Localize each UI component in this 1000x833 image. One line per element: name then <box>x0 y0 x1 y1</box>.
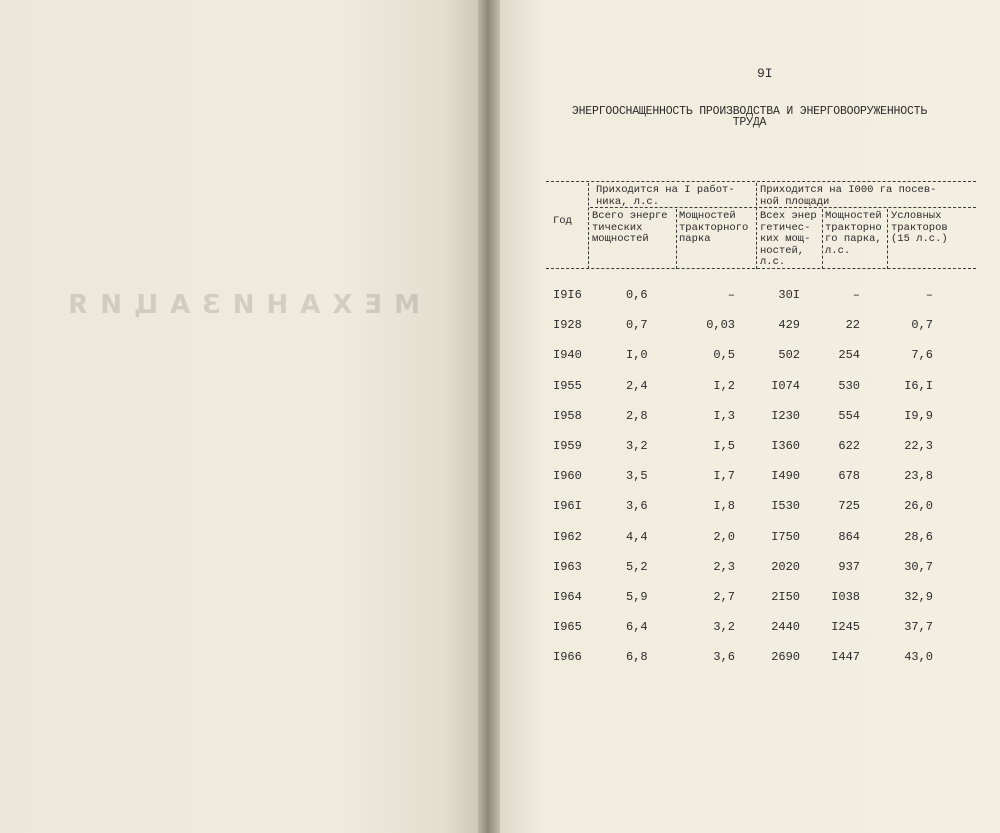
row-worker-total: 6,8 <box>626 650 648 665</box>
table-row <box>0 469 1000 489</box>
row-worker-tractor: I,8 <box>713 499 735 514</box>
header-area-total: Всех энер гетичес- ких мощ- ностей, л.с. <box>760 210 817 268</box>
row-area-tractor: 725 <box>838 499 860 514</box>
row-year: I940 <box>553 348 582 363</box>
row-area-total: 2I50 <box>771 590 800 604</box>
row-worker-tractor: – <box>727 288 735 302</box>
row-worker-total: 6,4 <box>626 620 648 635</box>
row-area-total: 30I <box>778 288 800 302</box>
row-area-conditional: 26,0 <box>904 499 933 514</box>
table-row <box>0 409 1000 429</box>
table-row <box>0 318 1000 338</box>
row-worker-total: 0,7 <box>626 318 648 333</box>
row-area-conditional: 0,7 <box>911 318 933 333</box>
header-divider <box>887 209 888 269</box>
row-worker-tractor: I,7 <box>713 469 735 484</box>
table-row <box>0 379 1000 399</box>
table-row <box>0 590 1000 610</box>
row-area-conditional: 30,7 <box>904 559 933 574</box>
row-area-tractor: I038 <box>831 590 860 604</box>
row-area-conditional: – <box>925 288 933 302</box>
row-worker-tractor: I,5 <box>713 439 735 453</box>
row-year: I96I <box>553 499 582 514</box>
table-row <box>0 499 1000 519</box>
row-worker-tractor: I,2 <box>713 378 735 393</box>
table-row <box>0 560 1000 580</box>
row-area-total: 2440 <box>771 620 800 635</box>
row-area-conditional: 28,6 <box>904 529 933 544</box>
row-area-conditional: I6,I <box>904 378 933 393</box>
row-area-tractor: 254 <box>838 348 860 363</box>
row-worker-tractor: I,3 <box>713 408 735 423</box>
row-area-conditional: 43,0 <box>904 650 933 665</box>
row-year: I960 <box>553 469 582 484</box>
row-area-conditional: 23,8 <box>904 469 933 484</box>
row-worker-tractor: 0,5 <box>713 348 735 363</box>
row-area-tractor: 678 <box>838 469 860 484</box>
row-worker-total: 2,8 <box>626 408 648 423</box>
row-worker-tractor: 3,6 <box>713 650 735 665</box>
row-area-total: 2690 <box>771 650 800 665</box>
bleed-through-text: МЕХАНИЗАЦИЯ <box>56 290 420 320</box>
row-area-tractor: I245 <box>831 620 860 635</box>
row-year: I955 <box>553 378 582 393</box>
row-worker-tractor: 0,03 <box>706 318 735 333</box>
row-year: I962 <box>553 529 582 544</box>
row-worker-total: 4,4 <box>626 529 648 544</box>
row-area-tractor: 937 <box>838 559 860 574</box>
header-group-area: Приходится на I000 га посев- ной площади <box>760 184 937 208</box>
row-worker-total: 3,5 <box>626 469 648 484</box>
header-divider <box>756 183 757 269</box>
row-area-tractor: 864 <box>838 529 860 544</box>
row-area-total: 2020 <box>771 559 800 574</box>
table-row <box>0 288 1000 308</box>
row-area-tractor: 22 <box>845 318 860 333</box>
row-area-tractor: 554 <box>838 408 860 423</box>
row-year: I959 <box>553 439 582 453</box>
row-worker-tractor: 2,7 <box>713 590 735 604</box>
header-year: Год <box>553 215 572 227</box>
row-year: I928 <box>553 318 582 333</box>
row-area-tractor: 530 <box>838 378 860 393</box>
row-year: I966 <box>553 650 582 665</box>
row-worker-tractor: 3,2 <box>713 620 735 635</box>
row-worker-tractor: 2,3 <box>713 559 735 574</box>
row-worker-total: 0,6 <box>626 288 648 302</box>
table-row <box>0 620 1000 640</box>
row-area-total: I490 <box>771 469 800 484</box>
row-area-conditional: I9,9 <box>904 408 933 423</box>
row-area-tractor: I447 <box>831 650 860 665</box>
row-area-conditional: 7,6 <box>911 348 933 363</box>
row-worker-total: 5,9 <box>626 590 648 604</box>
header-area-conditional: Условных тракторов (15 л.с.) <box>891 210 948 245</box>
row-worker-total: 5,2 <box>626 559 648 574</box>
page-number: 9I <box>757 66 773 81</box>
row-year: I963 <box>553 559 582 574</box>
row-area-total: 429 <box>778 318 800 333</box>
row-area-total: I230 <box>771 408 800 423</box>
row-worker-total: 2,4 <box>626 378 648 393</box>
header-worker-tractor: Мощностей тракторного парка <box>679 210 749 245</box>
row-year: I9I6 <box>553 288 582 302</box>
row-area-conditional: 22,3 <box>904 439 933 453</box>
table-title: ЭНЕРГООСНАЩЕННОСТЬ ПРОИЗВОДСТВА И ЭНЕРГОВООРУЖЕННОСТЬ ТРУДА <box>571 105 928 129</box>
header-area-tractor: Мощностей тракторно го парка, л.с. <box>825 210 882 257</box>
row-area-conditional: 37,7 <box>904 620 933 635</box>
header-divider <box>588 183 589 269</box>
row-worker-total: 3,2 <box>626 439 648 453</box>
row-worker-total: 3,6 <box>626 499 648 514</box>
row-area-tractor: 622 <box>838 439 860 453</box>
header-top-rule <box>546 181 976 182</box>
header-divider <box>822 209 823 269</box>
table-row <box>0 348 1000 368</box>
row-year: I964 <box>553 590 582 604</box>
table-row <box>0 439 1000 459</box>
header-worker-total: Всего энерге тических мощностей <box>592 210 668 245</box>
table-row <box>0 650 1000 670</box>
row-worker-tractor: 2,0 <box>713 529 735 544</box>
header-group-worker: Приходится на I работ- ника, л.с. <box>596 184 735 208</box>
row-area-total: I074 <box>771 378 800 393</box>
row-year: I965 <box>553 620 582 635</box>
table-row <box>0 530 1000 550</box>
row-area-total: I750 <box>771 529 800 544</box>
row-area-conditional: 32,9 <box>904 590 933 604</box>
row-area-total: 502 <box>778 348 800 363</box>
row-area-total: I360 <box>771 439 800 453</box>
row-area-total: I530 <box>771 499 800 514</box>
row-worker-total: I,0 <box>626 348 648 363</box>
row-year: I958 <box>553 408 582 423</box>
header-divider <box>676 209 677 269</box>
row-area-tractor: – <box>852 288 860 302</box>
